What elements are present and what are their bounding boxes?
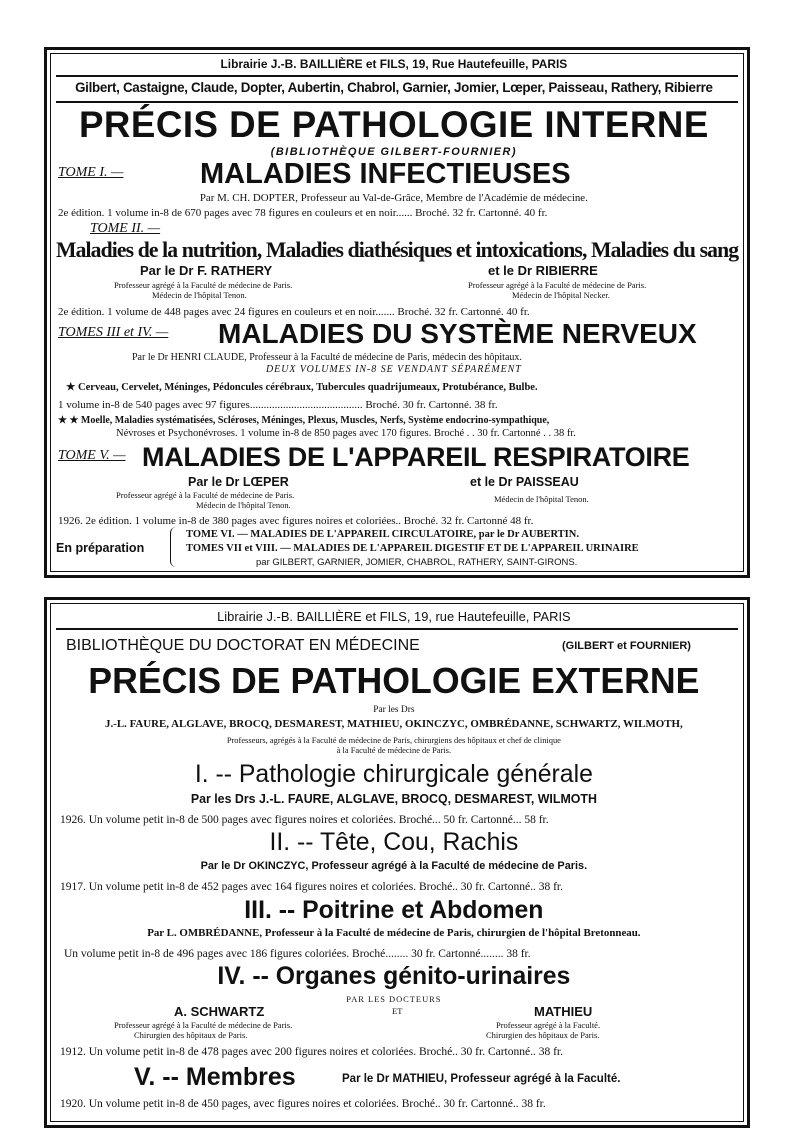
- bottom-main-title: PRÉCIS DE PATHOLOGIE EXTERNE: [88, 660, 700, 701]
- bottom-v4-author-left-role: Professeur agrégé à la Faculté de médecine de Paris.: [114, 1020, 293, 1030]
- bottom-v4-et: ET: [392, 1006, 403, 1016]
- tome2-author-left-role: Professeur agrégé à la Faculté de médecine de Paris.: [114, 280, 293, 290]
- tome34-vol1-line: 1 volume in-8 de 540 pages avec 97 figures......................................... Broché. 30 fr. Cartonné. 38 fr.: [58, 399, 498, 411]
- bottom-v4-author-right-role: Professeur agrégé à la Faculté.: [496, 1020, 601, 1030]
- bottom-v5-heading: V. -- Membres: [134, 1063, 296, 1091]
- tome2-heading: Maladies de la nutrition, Maladies diathésiques et intoxications, Maladies du sang: [56, 237, 739, 262]
- tome5-author-left-role2: Médecin de l'hôpital Tenon.: [196, 500, 291, 510]
- bottom-v4-line: 1912. Un volume petit in-8 de 478 pages avec 200 figures noires et coloriées. Broché.. 30 fr. Cartonné.. 38 fr.: [60, 1046, 563, 1058]
- tome5-edition: 1926. 2e édition. 1 volume in-8 de 380 pages avec figures noires et coloriées.. Broché. 32 fr. Cartonné 48 fr.: [58, 515, 534, 527]
- tome5-label: TOME V. —: [58, 448, 126, 463]
- tome1-heading: MALADIES INFECTIEUSES: [200, 158, 571, 190]
- bottom-divider-1: [56, 628, 738, 630]
- tome5-author-left: Par le Dr LŒPER: [188, 475, 289, 489]
- tome1-edition: 2e édition. 1 volume in-8 de 670 pages avec 78 figures en couleurs et en noir...... Broché. 32 fr. Cartonné. 40 fr.: [58, 207, 548, 219]
- tome5-author-left-role: Professeur agrégé à la Faculté de médecine de Paris.: [116, 490, 295, 500]
- bottom-v5-author: Par le Dr MATHIEU, Professeur agrégé à la Faculté.: [342, 1073, 621, 1085]
- bottom-v4-author-right-role2: Chirurgien des hôpitaux de Paris.: [486, 1030, 600, 1040]
- prep-line1: TOME VI. — MALADIES DE L'APPAREIL CIRCULATOIRE, par le Dr AUBERTIN.: [186, 529, 579, 540]
- bottom-par: Par les Drs: [373, 705, 415, 715]
- bottom-authors: J.-L. FAURE, ALGLAVE, BROCQ, DESMAREST, MATHIEU, OKINCZYC, OMBRÉDANNE, SCHWARTZ, WILMOTH,: [105, 718, 683, 730]
- bottom-v4-heading: IV. -- Organes génito-urinaires: [217, 962, 571, 990]
- bottom-series: BIBLIOTHÈQUE DU DOCTORAT EN MÉDECINE: [66, 637, 420, 654]
- prep-brace: [170, 527, 177, 567]
- tome34-note: DEUX VOLUMES IN-8 SE VENDANT SÉPARÉMENT: [266, 364, 522, 375]
- bottom-v1-heading: I. -- Pathologie chirurgicale générale: [194, 760, 593, 788]
- tome2-label: TOME II. —: [90, 221, 161, 236]
- prep-line3: par GILBERT, GARNIER, JOMIER, CHABROL, RATHERY, SAINT-GIRONS.: [256, 557, 578, 568]
- top-divider-1: [56, 75, 738, 77]
- tome2-author-right-role2: Médecin de l'hôpital Necker.: [512, 290, 610, 300]
- tome34-label: TOMES III et IV. —: [58, 325, 169, 340]
- tome5-author-right-role: Médecin de l'hôpital Tenon.: [494, 494, 589, 504]
- prep-line2: TOMES VII et VIII. — MALADIES DE L'APPAREIL DIGESTIF ET DE L'APPAREIL URINAIRE: [186, 543, 639, 554]
- tome2-edition: 2e édition. 1 volume de 448 pages avec 24 figures en couleurs et en noir....... Broché. 32 fr. Cartonné. 40 fr.: [58, 306, 530, 318]
- tome1-author: Par M. CH. DOPTER, Professeur au Val-de-Grâce, Membre de l'Académie de médecine.: [199, 192, 588, 204]
- tome5-author-right: et le Dr PAISSEAU: [470, 475, 579, 489]
- top-publisher: Librairie J.-B. BAILLIÈRE et FILS, 19, Rue Hautefeuille, PARIS: [220, 57, 568, 71]
- bottom-v4-author-right: MATHIEU: [534, 1004, 593, 1019]
- tome34-vol2-line: Névroses et Psychonévroses. 1 volume in-8 de 850 pages avec 170 figures. Broché . . 30 fr. Cartonné . . 38 fr.: [116, 428, 576, 439]
- bottom-v2-heading: II. -- Tête, Cou, Rachis: [269, 828, 519, 856]
- bottom-v3-heading: III. -- Poitrine et Abdomen: [244, 896, 544, 924]
- bottom-series-note: (GILBERT et FOURNIER): [562, 640, 691, 652]
- tome2-author-right: et le Dr RIBIERRE: [488, 263, 598, 278]
- top-authors: Gilbert, Castaigne, Claude, Dopter, Aubertin, Chabrol, Garnier, Jomier, Lœper, Paisseau, Rathery, Ribierre: [75, 80, 713, 95]
- top-main-title: PRÉCIS DE PATHOLOGIE INTERNE: [78, 104, 709, 145]
- bottom-authors-note2: à la Faculté de médecine de Paris.: [336, 745, 452, 755]
- bottom-v4-author-left: A. SCHWARTZ: [174, 1004, 265, 1019]
- tome2-author-right-role: Professeur agrégé à la Faculté de médecine de Paris.: [468, 280, 647, 290]
- tome34-author: Par le Dr HENRI CLAUDE, Professeur à la Faculté de médecine de Paris, médecin des hôpitaux.: [132, 352, 522, 363]
- tome34-heading: MALADIES DU SYSTÈME NERVEUX: [218, 318, 697, 349]
- tome1-label: TOME I. —: [58, 165, 124, 180]
- tome2-author-left: Par le Dr F. RATHERY: [140, 263, 273, 278]
- top-divider-2: [56, 101, 738, 103]
- bottom-v3-line: Un volume petit in-8 de 496 pages avec 186 figures coloriées. Broché........ 30 fr. Cartonné........ 38 fr.: [64, 948, 531, 960]
- bottom-v2-author: Par le Dr OKINCZYC, Professeur agrégé à la Faculté de médecine de Paris.: [200, 860, 588, 872]
- tome2-author-left-role2: Médecin de l'hôpital Tenon.: [152, 290, 247, 300]
- bottom-v5-line: 1920. Un volume petit in-8 de 450 pages, avec figures noires et coloriées. Broché.. 30 fr. Cartonné.. 38 fr.: [60, 1098, 546, 1110]
- tome5-heading: MALADIES DE L'APPAREIL RESPIRATOIRE: [142, 442, 690, 472]
- bottom-v3-author: Par L. OMBRÉDANNE, Professeur à la Faculté de médecine de Paris, chirurgien de l'hôpital Bretonneau.: [147, 927, 641, 939]
- bottom-v4-author-left-role2: Chirurgien des hôpitaux de Paris.: [134, 1030, 248, 1040]
- top-subtitle: (BIBLIOTHÈQUE GILBERT-FOURNIER): [270, 146, 518, 158]
- tome34-vol1: ★ Cerveau, Cervelet, Méninges, Pédoncules cérébraux, Tubercules quadrijumeaux, Protubérance, Bulbe.: [66, 382, 538, 393]
- prep-label: En préparation: [56, 541, 145, 555]
- bottom-authors-note1: Professeurs, agrégés à la Faculté de médecine de Paris, chirurgiens des hôpitaux et chef de clinique: [226, 735, 561, 745]
- tome34-vol2: ★ ★ Moelle, Maladies systématisées, Scléroses, Méninges, Plexus, Muscles, Nerfs, Système endocrino-sympathique,: [58, 415, 550, 426]
- bottom-v4-par: PAR LES DOCTEURS: [346, 994, 442, 1004]
- bottom-publisher: Librairie J.-B. BAILLIÈRE et FILS, 19, rue Hautefeuille, PARIS: [217, 609, 571, 624]
- bottom-v1-line: 1926. Un volume petit in-8 de 500 pages avec figures noires et coloriées. Broché... 50 fr. Cartonné... 58 fr.: [60, 814, 549, 826]
- bottom-v1-author: Par les Drs J.-L. FAURE, ALGLAVE, BROCQ, DESMAREST, WILMOTH: [190, 792, 597, 806]
- bottom-v2-line: 1917. Un volume petit in-8 de 452 pages avec 164 figures noires et coloriées. Broché.. 30 fr. Cartonné.. 38 fr.: [60, 881, 563, 893]
